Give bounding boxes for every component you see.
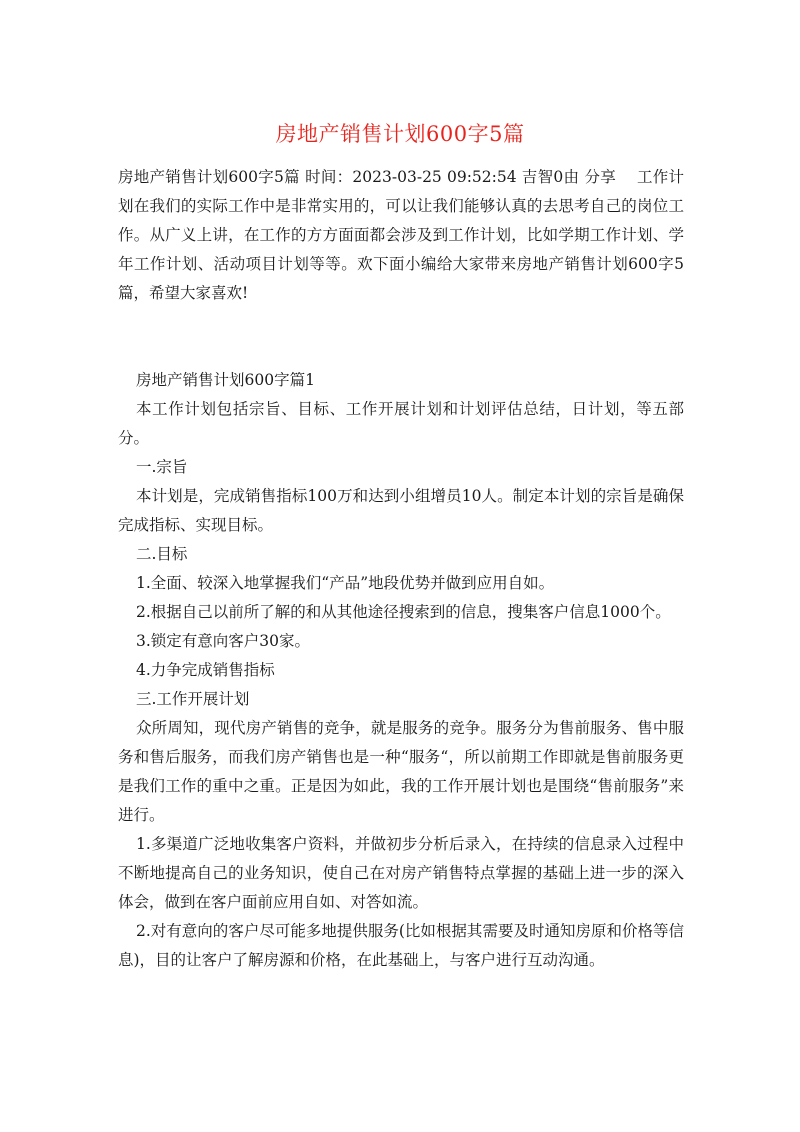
list-item: 1.多渠道广泛地收集客户资料，并做初步分析后录入，在持续的信息录入过程中不断地提高自己的业务知识，使自己在对房产销售特点掌握的基础上进一步的深入体会，做到在客户面前应用自如、对答如流。 [118, 835, 684, 911]
list-item: 3.锁定有意向客户30家。 [136, 632, 311, 650]
section-heading: 房地产销售计划600字篇1 [136, 371, 315, 389]
list-item: 4.力争完成销售指标 [136, 661, 275, 679]
heading-goals: 二.目标 [136, 545, 188, 563]
paragraph: 本工作计划包括宗旨、目标、工作开展计划和计划评估总结，日计划，等五部分。 [118, 400, 684, 447]
intro-paragraph: 房地产销售计划600字5篇 时间：2023-03-25 09:52:54 吉智0由 分享 工作计划在我们的实际工作中是非常实用的，可以让我们能够认真的去思考自己的岗位工作。从广义上讲，在工作的方方面面都会涉及到工作计划，比如学期工作计划、学年工作计划、活动项目计划等等。欢下面小编给大家带来房地产销售计划600字5篇，希望大家喜欢! [118, 168, 684, 302]
document-title: 房地产销售计划600字5篇 [275, 122, 525, 146]
heading-work-plan: 三.工作开展计划 [136, 690, 250, 708]
document-body [118, 163, 684, 975]
list-item: 2.根据自己以前所了解的和从其他途径搜索到的信息，搜集客户信息1000个。 [136, 603, 671, 621]
list-item: 2.对有意向的客户尽可能多地提供服务(比如根据其需要及时通知房原和价格等信息)，目的让客户了解房源和价格，在此基础上，与客户进行互动沟通。 [118, 922, 684, 969]
paragraph: 众所周知，现代房产销售的竞争，就是服务的竞争。服务分为售前服务、售中服务和售后服务，而我们房产销售也是一种“服务“，所以前期工作即就是售前服务更是我们工作的重中之重。正是因为如此，我的工作开展计划也是围绕“售前服务”来进行。 [118, 719, 684, 824]
list-item: 1.全面、较深入地掌握我们“产品”地段优势并做到应用自如。 [136, 574, 555, 592]
paragraph: 本计划是，完成销售指标100万和达到小组增员10人。制定本计划的宗旨是确保完成指标、实现目标。 [118, 487, 684, 534]
heading-purpose: 一.宗旨 [136, 458, 188, 476]
